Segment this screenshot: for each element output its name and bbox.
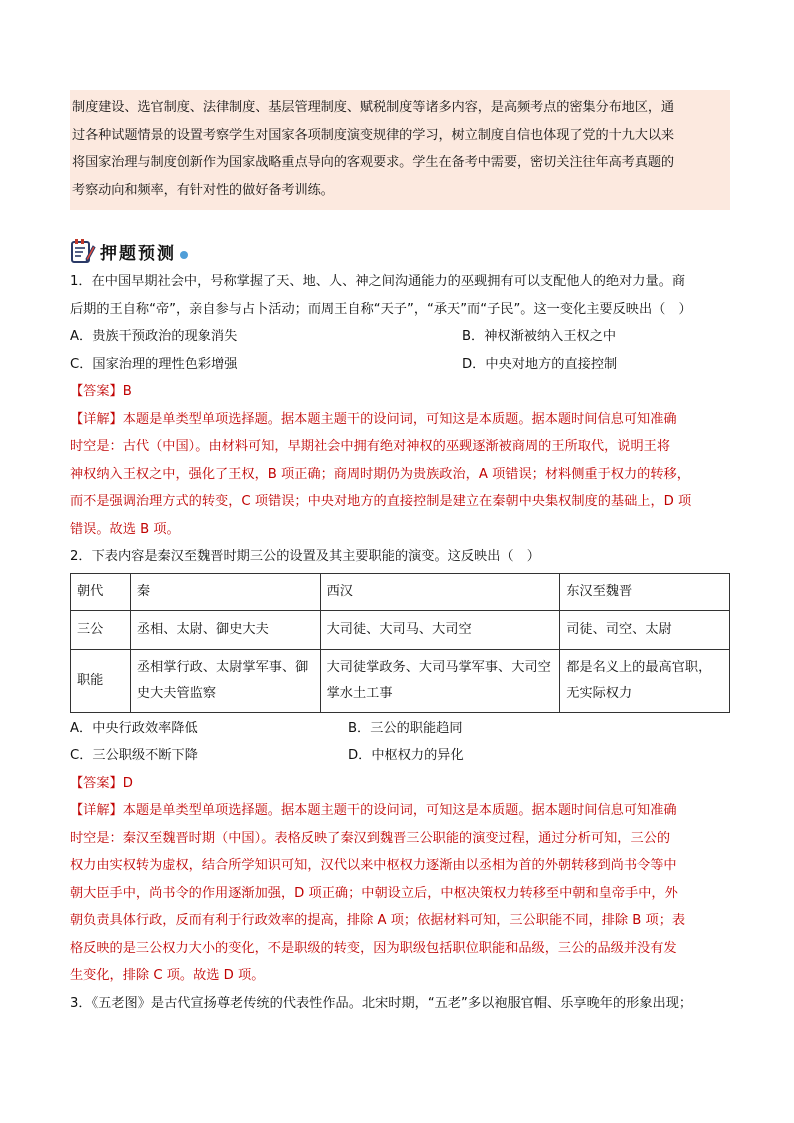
detail-line: 朝大臣手中，尚书令的作用逐渐加强，D 项正确；中朝设立后，中枢决策权力转移至中朝和皇帝手中，外 [70, 885, 678, 901]
answer-value: D [122, 775, 133, 791]
table-cell: 丞相掌行政、太尉掌军事、御史大夫管监察 [130, 649, 320, 712]
intro-line: 考察动向和频率，有针对性的做好备考训练。 [72, 182, 334, 198]
table-cell: 丞相、太尉、御史大夫 [130, 610, 320, 649]
question-3 [70, 990, 730, 1018]
option-d: D．中枢权力的异化 [348, 748, 464, 763]
table-cell: 三公 [71, 610, 131, 649]
detail-label: 【详解】 [70, 411, 123, 427]
intro-line: 过各种试题情景的设置考察学生对国家各项制度演变规律的学习，树立制度自信也体现了党的十九大以来 [72, 127, 675, 143]
intro-box [70, 90, 730, 210]
section-header [70, 234, 730, 268]
detail-line: 本题是单类型单项选择题。据本题主题干的设问词，可知这是本质题。据本题时间信息可知准确 [122, 411, 677, 427]
answer-label: 【答案】 [70, 384, 123, 399]
detail-label: 【详解】 [70, 803, 123, 818]
table-cell: 都是名义上的最高官职，无实际权力 [560, 649, 730, 712]
explanation [70, 406, 730, 544]
question-2 [70, 543, 730, 990]
answer-line [70, 378, 730, 406]
detail-line: 而不是强调治理方式的转变，C 项错误；中央对地方的直接控制是建立在秦朝中央集权制度的基础上，D 项 [70, 494, 692, 509]
explanation [70, 797, 730, 990]
option-d: D．中央对地方的直接控制 [462, 356, 618, 372]
detail-line: 神权纳入王权之中，强化了王权，B 项正确；商周时期仍为贵族政治，A 项错误；材料侧重于权力的转移， [70, 466, 690, 482]
intro-line: 将国家治理与制度创新作为国家战略重点导向的客观要求。学生在备考中需要，密切关注往年高考真题的 [72, 155, 675, 170]
table-row [71, 649, 730, 712]
intro-line: 制度建设、选官制度、法律制度、基层管理制度、赋税制度等诸多内容，是高频考点的密集分布地区，通 [72, 100, 675, 115]
option-c: C．国家治理的理性色彩增强 [70, 356, 238, 372]
question-stem: 后期的王自称“帝”，亲自参与占卜活动；而周王自称“天子”，“承天”而“子民”。这一变化主要反映出（ ） [70, 301, 692, 317]
detail-line: 时空是：秦汉至魏晋时期（中国）。表格反映了秦汉到魏晋三公职能的演变过程，通过分析可知，三公的 [70, 830, 671, 846]
question-stem: 2．下表内容是秦汉至魏晋时期三公的设置及其主要职能的演变。这反映出（ ） [70, 549, 540, 564]
options [70, 715, 730, 770]
section-title: 押题预测 [100, 243, 176, 264]
data-table [70, 573, 730, 713]
detail-line: 格反映的是三公权力大小的变化，不是职级的转变，因为职级包括职位职能和品级，三公的品级并没有发 [70, 940, 677, 956]
pencil-notepad-icon [70, 237, 96, 265]
detail-line: 朝负责具体行政，反而有利于行政效率的提高，排除 A 项；依据材料可知，三公职能不同，排除 B 项；表 [70, 913, 686, 928]
detail-line: 本题是单类型单项选择题。据本题主题干的设问词，可知这是本质题。据本题时间信息可知准确 [122, 803, 677, 818]
table-cell: 司徒、司空、太尉 [560, 610, 730, 649]
detail-line: 权力由实权转为虚权，结合所学知识可知，汉代以来中枢权力逐渐由以丞相为首的外朝转移到尚书令等中 [70, 858, 677, 873]
detail-line: 时空是：古代（中国）。由材料可知，早期社会中拥有绝对神权的巫觋逐渐被商周的王所取代，说明王将 [70, 439, 671, 454]
detail-line: 生变化，排除 C 项。故选 D 项。 [70, 968, 265, 983]
option-b: B．三公的职能趋同 [348, 720, 463, 736]
question-1 [70, 268, 730, 543]
answer-value: B [122, 384, 132, 399]
table-row [71, 573, 730, 610]
question-stem: 1．在中国早期社会中，号称掌握了天、地、人、神之间沟通能力的巫觋拥有可以支配他人的绝对力量。商 [70, 274, 686, 289]
table-row [71, 610, 730, 649]
option-c: C．三公职级不断下降 [70, 748, 198, 763]
detail-line: 错误。故选 B 项。 [70, 521, 180, 537]
question-stem: 3．《五老图》是古代宣扬尊老传统的代表性作品。北宋时期，“五老”多以袍服官帽、乐享晚年的形象出现； [70, 995, 693, 1011]
table-cell: 大司徒掌政务、大司马掌军事、大司空掌水土工事 [320, 649, 560, 712]
option-b: B．神权渐被纳入王权之中 [462, 329, 617, 344]
table-cell: 秦 [130, 573, 320, 610]
answer-line [70, 770, 730, 798]
page-content [70, 90, 730, 1017]
title-dot-icon [180, 251, 188, 259]
table-cell: 大司徒、大司马、大司空 [320, 610, 560, 649]
table-cell: 朝代 [71, 573, 131, 610]
table-cell: 西汉 [320, 573, 560, 610]
options [70, 323, 730, 378]
option-a: A．贵族干预政治的现象消失 [70, 329, 238, 344]
table-cell: 东汉至魏晋 [560, 573, 730, 610]
option-a: A．中央行政效率降低 [70, 720, 198, 736]
answer-label: 【答案】 [70, 775, 123, 791]
table-cell: 职能 [71, 649, 131, 712]
